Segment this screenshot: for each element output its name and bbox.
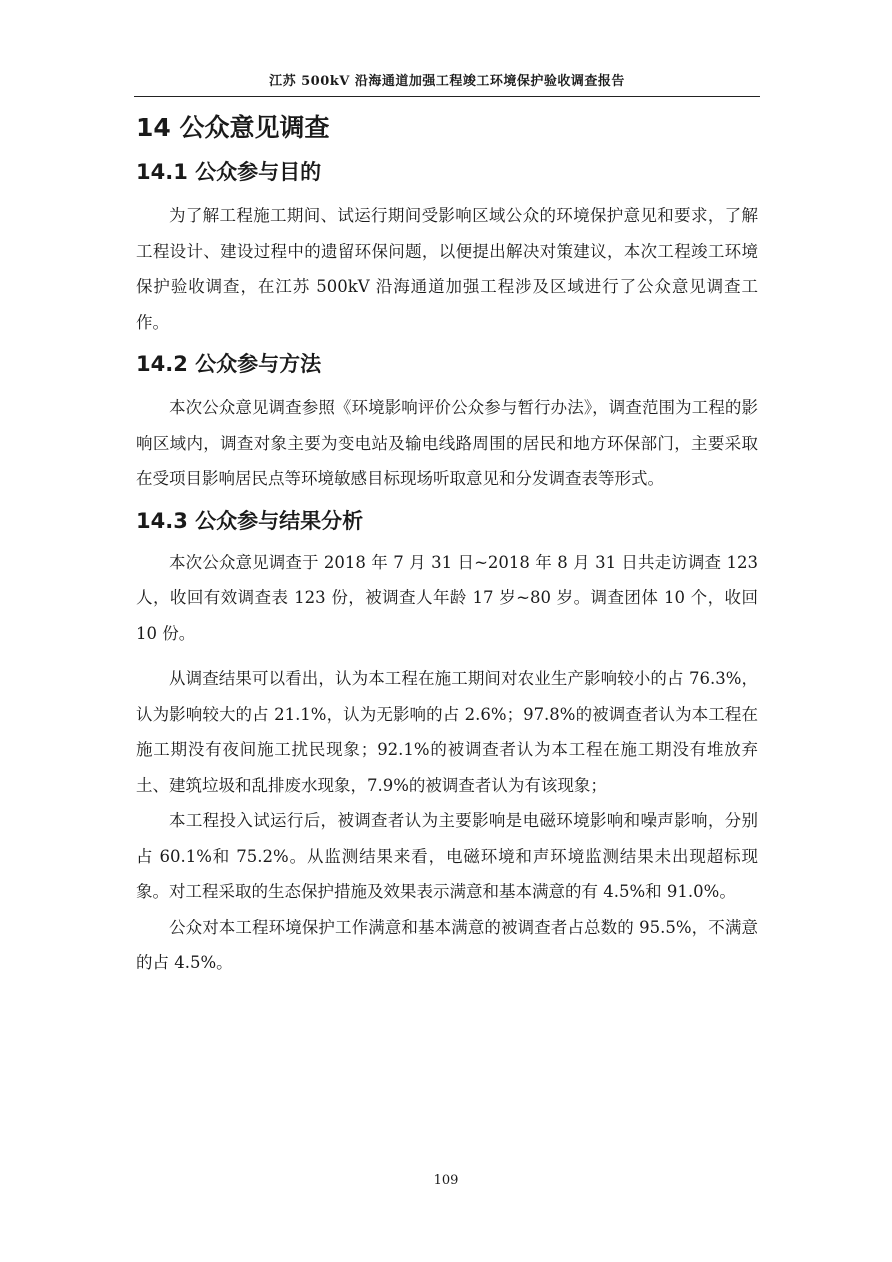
page-number: 109 [433, 1173, 459, 1188]
running-header: 江苏 500kV 沿海通道加强工程竣工环境保护验收调查报告 [269, 74, 625, 89]
page-body [136, 108, 758, 981]
section-heading-14-1: 14.1 公众参与目的 [136, 160, 322, 184]
paragraph-method: 本次公众意见调查参照《环境影响评价公众参与暂行办法》，调查范围为工程的影响区域内，调查对象主要为变电站及输电线路周围的居民和地方环保部门，主要采取在受项目影响居民点等环境敏感目标现场听取意见和分发调查表等形式。 [136, 398, 758, 488]
paragraph-construction-results: 从调查结果可以看出，认为本工程在施工期间对农业生产影响较小的占 76.3%，认为影响较大的占 21.1%，认为无影响的占 2.6%；97.8%的被调查者认为本工程在施工期没有夜间施工扰民现象；92.1%的被调查者认为本工程在施工期没有堆放弃土、建筑垃圾和乱排废水现象，7.9%的被调查者认为有该现象； [136, 669, 758, 795]
chapter-title: 14 公众意见调查 [136, 113, 330, 142]
paragraph-survey-scope: 本次公众意见调查于 2018 年 7 月 31 日~2018 年 8 月 31 日共走访调查 123 人，收回有效调查表 123 份，被调查人年龄 17 岁~80 岁。调查团体 10 个，收回 10 份。 [136, 552, 758, 643]
paragraph-satisfaction: 公众对本工程环境保护工作满意和基本满意的被调查者占总数的 95.5%，不满意的占 4.5%。 [136, 917, 758, 972]
paragraph-operation-results: 本工程投入试运行后，被调查者认为主要影响是电磁环境影响和噪声影响，分别占 60.1%和 75.2%。从监测结果来看，电磁环境和声环境监测结果未出现超标现象。对工程采取的生态保护措施及效果表示满意和基本满意的有 4.5%和 91.0%。 [136, 811, 758, 901]
section-heading-14-2: 14.2 公众参与方法 [136, 352, 322, 376]
paragraph-purpose: 为了解工程施工期间、试运行期间受影响区域公众的环境保护意见和要求，了解工程设计、建设过程中的遗留环保问题，以便提出解决对策建议，本次工程竣工环境保护验收调查，在江苏 500kV 沿海通道加强工程涉及区域进行了公众意见调查工作。 [136, 206, 758, 332]
header-divider [134, 96, 760, 97]
section-heading-14-3: 14.3 公众参与结果分析 [136, 508, 364, 533]
